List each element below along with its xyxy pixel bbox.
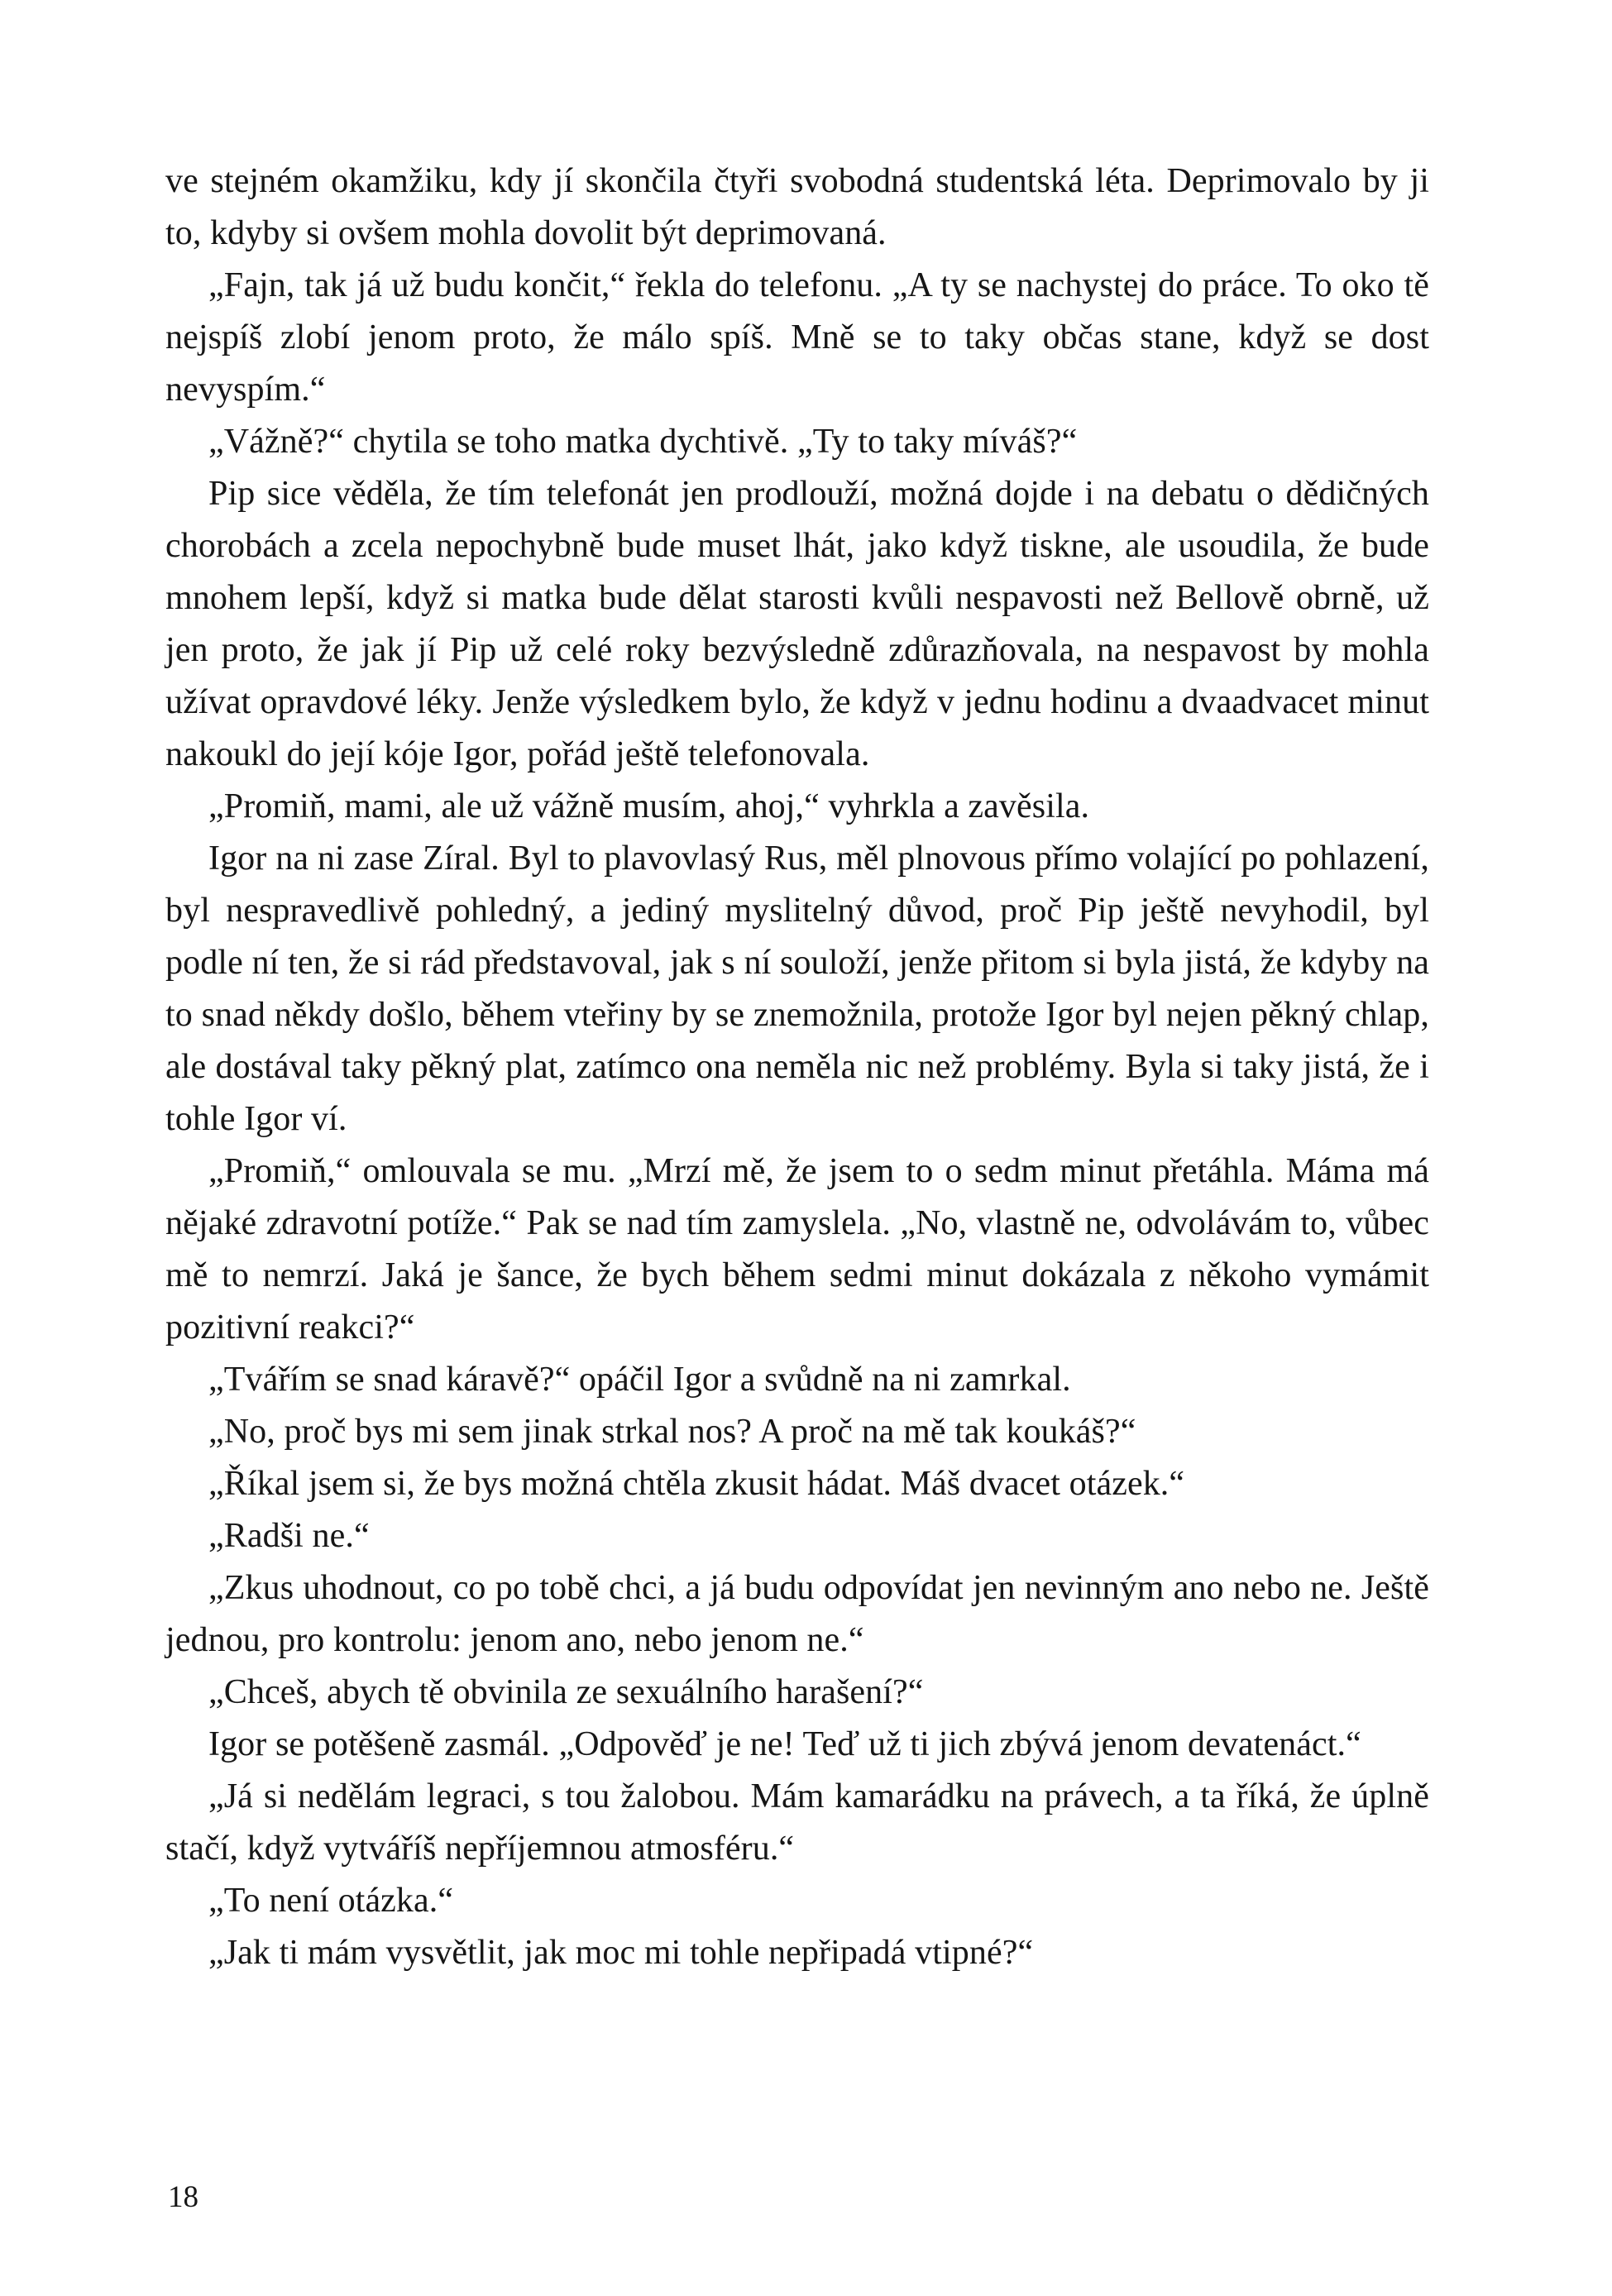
paragraph: „Tvářím se snad káravě?“ opáčil Igor a svůdně na ni zamrkal. bbox=[208, 1361, 1071, 1399]
paragraph: „Fajn, tak já už budu končit,“ řekla do telefonu. „A ty se nachystej do práce. To oko tě nejspíš zlobí jenom proto, že málo spíš. Mně se to taky občas stane, když se dost nevyspím.“ bbox=[165, 266, 1429, 409]
paragraph: „Říkal jsem si, že bys možná chtěla zkusit hádat. Máš dvacet otázek.“ bbox=[208, 1465, 1185, 1503]
page-number: 18 bbox=[168, 2180, 199, 2214]
page-text bbox=[165, 155, 1429, 1979]
paragraph: „Zkus uhodnout, co po tobě chci, a já budu odpovídat jen nevinným ano nebo ne. Ještě jednou, pro kontrolu: jenom ano, nebo jenom ne.“ bbox=[165, 1569, 1429, 1659]
paragraph: „No, proč bys mi sem jinak strkal nos? A proč na mě tak koukáš?“ bbox=[208, 1413, 1136, 1451]
paragraph: ve stejném okamžiku, kdy jí skončila čtyři svobodná studentská léta. Deprimovalo by ji to, kdyby si ovšem mohla dovolit být deprimovaná. bbox=[165, 162, 1429, 252]
paragraph: „Vážně?“ chytila se toho matka dychtivě. „Ty to taky míváš?“ bbox=[208, 423, 1078, 461]
paragraph: „Já si nedělám legraci, s tou žalobou. Mám kamarádku na právech, a ta říká, že úplně stačí, když vytváříš nepříjemnou atmosféru.“ bbox=[165, 1777, 1429, 1868]
paragraph: „Radši ne.“ bbox=[208, 1517, 370, 1555]
paragraph: Igor se potěšeně zasmál. „Odpověď je ne! Teď už ti jich zbývá jenom devatenáct.“ bbox=[208, 1725, 1361, 1763]
paragraph: „Promiň,“ omlouvala se mu. „Mrzí mě, že jsem to o sedm minut přetáhla. Máma má nějaké zdravotní potíže.“ Pak se nad tím zamyslela. „No, vlastně ne, odvolávám to, vůbec mě to nemrzí. Jaká je šance, že bych během sedmi minut dokázala z někoho vymámit pozitivní reakci?“ bbox=[165, 1152, 1429, 1347]
paragraph: Igor na ni zase Zíral. Byl to plavovlasý Rus, měl plnovous přímo volající po pohlazení, byl nespravedlivě pohledný, a jediný myslitelný důvod, proč Pip ještě nevyhodil, byl podle ní ten, že si rád představoval, jak s ní souloží, jenže přitom si byla jistá, že kdyby na to snad někdy došlo, během vteřiny by se znemožnila, protože Igor byl nejen pěkný chlap, ale dostával taky pěkný plat, zatímco ona neměla nic než problémy. Byla si taky jistá, že i tohle Igor ví. bbox=[165, 839, 1429, 1138]
paragraph: „Jak ti mám vysvětlit, jak moc mi tohle nepřipadá vtipné?“ bbox=[208, 1934, 1034, 1972]
paragraph: Pip sice věděla, že tím telefonát jen prodlouží, možná dojde i na debatu o dědičných chorobách a zcela nepochybně bude muset lhát, jako když tiskne, ale usoudila, že bude mnohem lepší, když si matka bude dělat starosti kvůli nespavosti než Bellově obrně, už jen proto, že jak jí Pip už celé roky bezvýsledně zdůrazňovala, na nespavost by mohla užívat opravdové léky. Jenže výsledkem bylo, že když v jednu hodinu a dvaadvacet minut nakoukl do její kóje Igor, pořád ještě telefonovala. bbox=[165, 475, 1429, 773]
paragraph: „Chceš, abych tě obvinila ze sexuálního harašení?“ bbox=[208, 1673, 924, 1711]
paragraph: „Promiň, mami, ale už vážně musím, ahoj,“ vyhrkla a zavěsila. bbox=[208, 787, 1090, 825]
paragraph: „To není otázka.“ bbox=[208, 1882, 454, 1920]
